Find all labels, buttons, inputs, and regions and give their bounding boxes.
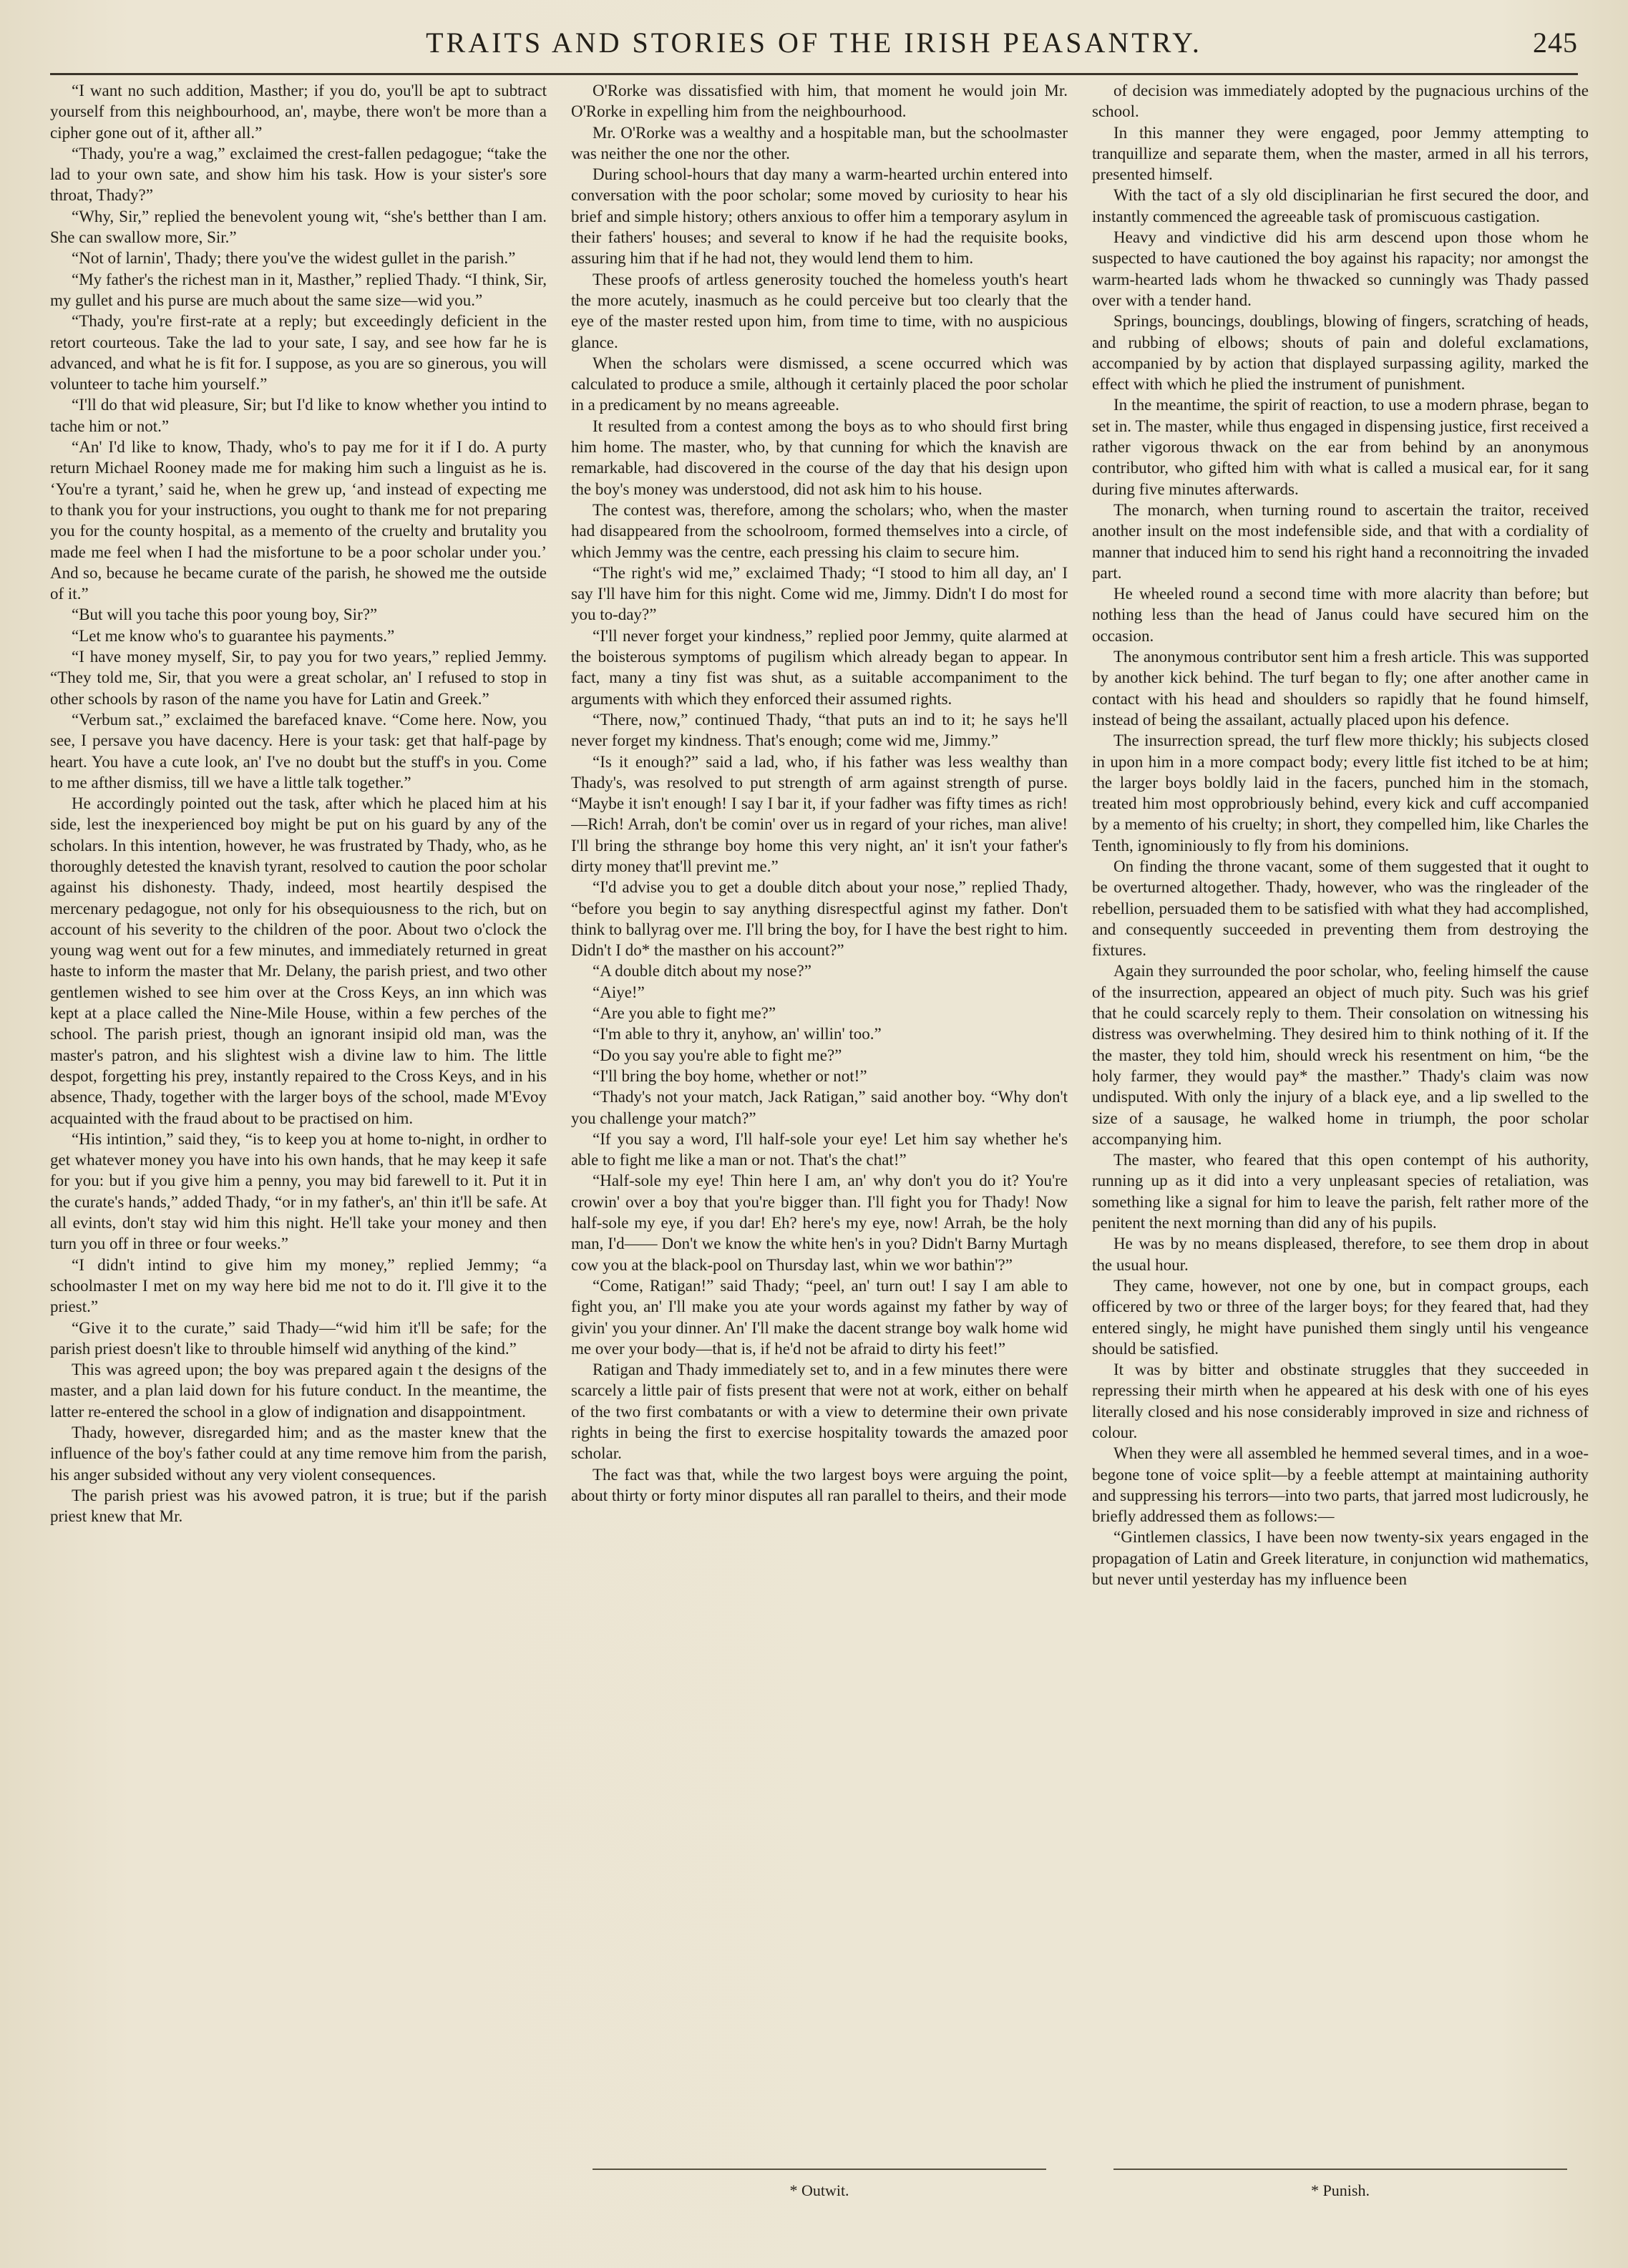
- page-number: 245: [1533, 26, 1578, 59]
- paragraph: “Let me know who's to guarantee his payments.”: [72, 626, 395, 645]
- paragraph: Mr. O'Rorke was a wealthy and a hospitable man, but the schoolmaster was neither the one nor the other.: [571, 123, 1068, 162]
- paragraph: “Gintlemen classics, I have been now twenty-six years engaged in the propagation of Latin and Greek literature, in conjunction wid mathematics, but never until yesterday has my influence been: [1092, 1528, 1589, 1589]
- paragraph: “But will you tache this poor young boy, Sir?”: [72, 605, 378, 624]
- paragraph: “Not of larnin', Thady; there you've the widest gullet in the parish.”: [72, 249, 516, 268]
- paragraph: When the scholars were dismissed, a scene occurred which was calculated to produce a smile, although it certainly placed the poor scholar in a predicament by no means agreeable.: [571, 354, 1068, 414]
- column-2: [571, 80, 1068, 2163]
- paragraph: of decision was immediately adopted by the pugnacious urchins of the school.: [1092, 82, 1589, 121]
- column-3: [1092, 80, 1589, 2163]
- paragraph: Springs, bouncings, doublings, blowing of fingers, scratching of heads, and rubbing of elbows; shouts of pain and doleful exclamations, accompanied by by action that displayed surpassing agility, marked the effect with which he plied the instrument of punishment.: [1092, 312, 1589, 394]
- paragraph: “A double ditch about my nose?”: [593, 962, 811, 980]
- paragraph: “I have money myself, Sir, to pay you for two years,” replied Jemmy. “They told me, Sir, that you were a great scholar, an' I refused to stop in other schools by rason of the name you have for Latin and Greek.”: [50, 648, 547, 708]
- paragraph: “The right's wid me,” exclaimed Thady; “I stood to him all day, an' I say I'll have him for this night. Come wid me, Jimmy. Didn't I do most for you to-day?”: [571, 563, 1068, 624]
- paragraph: “An' I'd like to know, Thady, who's to pay me for it if I do. A purty return Michael Rooney made me for making him such a linguist as he is. ‘You're a tyrant,’ said he, when he grew up, ‘and instead of expecting me to thank you for your instructions, you ought to thank me for not preparing you for the county hospital, as a memento of the cruelty and brutality you made me feel when I had the misfortune to be a poor scholar under you.’ And so, because he became curate of the parish, he showed me the outside of it.”: [50, 438, 547, 603]
- paragraph: He accordingly pointed out the task, after which he placed him at his side, lest the inexperienced boy might be put on his guard by any of the scholars. In this intention, however, he was frustrated by Thady, who, as he thoroughly detested the knavish tyrant, resolved to caution the poor scholar against his dishonesty. Thady, indeed, most heartily despised the mercenary pedagogue, not only for his obsequiousness to the rich, but on account of his severity to the children of the poor. About two o'clock the young wag went out for a few minutes, and immediately returned in great haste to inform the master that Mr. Delany, the parish priest, and two other gentlemen wished to see him over at the Cross Keys, an inn which was kept at a place called the Nine-Mile House, within a few perches of the school. The parish priest, though an ignorant insipid old man, was the master's patron, and his slightest wish a divine law to him. The little despot, forgetting his prey, instantly repaired to the Cross Keys, and in his absence, Thady, together with the larger boys of the school, made M'Evoy acquainted with the fraud about to be practised on him.: [50, 794, 547, 1127]
- paragraph: In the meantime, the spirit of reaction, to use a modern phrase, began to set in. The master, while thus engaged in dispensing justice, first received a rather vigorous thwack on the ear from behind by an anonymous contributor, who gifted him with what is called a musical ear, for it sang during five minutes afterwards.: [1092, 396, 1589, 498]
- paragraph: The monarch, when turning round to ascertain the traitor, received another insult on the most indefensible side, and that with a cordiality of manner that induced him to send his right hand a reconnoitring the invaded part.: [1092, 500, 1589, 582]
- paragraph: The anonymous contributor sent him a fresh article. This was supported by another kick behind. The turf began to fly; one after another came in contact with his head and shoulders so rapidly that he found himself, instead of being the assailant, actually placed upon his defence.: [1092, 648, 1589, 729]
- column-1: [50, 80, 547, 2163]
- paragraph: This was agreed upon; the boy was prepared again t the designs of the master, and a plan laid down for his future conduct. In the meantime, the latter re-entered the school in a glow of indignation and disappointment.: [50, 1361, 547, 1421]
- footnote-column-1: [50, 2169, 547, 2219]
- paragraph: Heavy and vindictive did his arm descend upon those whom he suspected to have cautioned the boy against his rapacity; nor amongst the warm-hearted lads whom he thwacked so cunningly was Thady passed over with a tender hand.: [1092, 228, 1589, 309]
- paragraph: “Thady, you're first-rate at a reply; but exceedingly deficient in the retort courteous. Take the lad to your sate, I say, and see how far he is advanced, and what he is fit for. I suppose, as you are so ginerous, you will volunteer to tache him yourself.”: [50, 312, 547, 394]
- paragraph: “Thady, you're a wag,” exclaimed the crest-fallen pedagogue; “take the lad to your own sate, and show him his task. How is your sister's sore throat, Thady?”: [50, 144, 547, 205]
- footnote-outwit: * Outwit.: [571, 2169, 1068, 2219]
- paragraph: “If you say a word, I'll half-sole your eye! Let him say whether he's able to fight me like a man or not. That's the chat!”: [571, 1129, 1068, 1169]
- paragraph: “Do you say you're able to fight me?”: [593, 1046, 842, 1064]
- paragraph: It resulted from a contest among the boys as to who should first bring him home. The master, who, by that cunning for which the knavish are remarkable, had discovered in the course of the day that his design upon the boy's money was understood, did not ask him to his house.: [571, 417, 1068, 498]
- paragraph: When they were all assembled he hemmed several times, and in a woe-begone tone of voice split—by a feeble attempt at maintaining authority and suppressing his terrors—into two parts, that jarred most ludicrously, he briefly addressed them as follows:—: [1092, 1444, 1589, 1526]
- paragraph: The master, who feared that this open contempt of his authority, running up as it did into a very unpleasant species of retaliation, was something like a signal for him to leave the parish, felt rather more of the penitent the next morning than did any of his pupils.: [1092, 1151, 1589, 1232]
- paragraph: “Half-sole my eye! Thin here I am, an' why don't you do it? You're crowin' over a boy that you're bigger than. I'll fight you for Thady! Now half-sole my eye, if you dar! Eh? here's my eye, now! Arrah, be the holy man, I'd—— Don't we know the white hen's in you? Didn't Barny Murtagh cow you at the black-pool on Thursday last, whin we wor bathin'?”: [571, 1172, 1068, 1274]
- paragraph: “I'll do that wid pleasure, Sir; but I'd like to know whether you intind to tache him or not.”: [50, 396, 547, 435]
- paragraph: O'Rorke was dissatisfied with him, that moment he would join Mr. O'Rorke in expelling him from the neighbourhood.: [571, 82, 1068, 121]
- paragraph: It was by bitter and obstinate struggles that they succeeded in repressing their mirth when he appeared at his desk with one of his eyes literally closed and his nose considerably improved in size and richness of colour.: [1092, 1361, 1589, 1441]
- paragraph: He was by no means displeased, therefore, to see them drop in about the usual hour.: [1092, 1235, 1589, 1274]
- paragraph: “Is it enough?” said a lad, who, if his father was less wealthy than Thady's, was resolved to put strength of arm against strength of purse. “Maybe it isn't enough! I say I bar it, if your fadher was fifty times as rich!—Rich! Arrah, don't be comin' over us in regard of your riches, man alive! I'll bring the sthrange boy home this very night, an' it isn't your father's dirty money that'll prevint me.”: [571, 752, 1068, 875]
- paragraph: The parish priest was his avowed patron, it is true; but if the parish priest knew that Mr.: [50, 1486, 547, 1526]
- paragraph: “Thady's not your match, Jack Ratigan,” said another boy. “Why don't you challenge your match?”: [571, 1088, 1068, 1127]
- running-title: TRAITS AND STORIES OF THE IRISH PEASANTRY.: [426, 26, 1202, 59]
- paragraph: “I didn't intind to give him my money,” replied Jemmy; “a schoolmaster I met on my way here bid me not to do it. I'll give it to the priest.”: [50, 1255, 547, 1316]
- paragraph: “There, now,” continued Thady, “that puts an ind to it; he says he'll never forget my kindness. That's enough; come wid me, Jimmy.”: [571, 710, 1068, 750]
- paragraph: Ratigan and Thady immediately set to, and in a few minutes there were scarcely a little pair of fists present that were not at work, either on behalf of the two first combatants or with a view to determine their own private rights in being the first to exercise hospitality towards the amazed poor scholar.: [571, 1361, 1068, 1463]
- paragraph: “His intintion,” said they, “is to keep you at home to-night, in ordher to get whatever money you have into his own hands, that he may keep it safe for you: but if you give him a penny, you may bid farewell to it. Put it in the curate's hands,” added Thady, “or in my father's, an' thin it'll be safe. At all evints, don't stay wid him this night. He'll take your money and then turn you off in three or four weeks.”: [50, 1129, 547, 1253]
- paragraph: “Verbum sat.,” exclaimed the barefaced knave. “Come here. Now, you see, I persave you have dacency. Here is your task: get that half-page by heart. You have a cute look, an' I've no doubt but the stuff's in you. Come to me afther dismiss, till we have a little talk together.”: [50, 710, 547, 792]
- paragraph: “I'm able to thry it, anyhow, an' willin' too.”: [593, 1025, 882, 1043]
- paragraph: These proofs of artless generosity touched the homeless youth's heart the more acutely, inasmuch as he could perceive but too clearly that the eye of the master rested upon him, from time to time, with no auspicious glance.: [571, 270, 1068, 351]
- paragraph: “Come, Ratigan!” said Thady; “peel, an' turn out! I say I am able to fight you, an' I'll make you ate your words against my father by way of givin' you your dinner. An' I'll make the dacent strange boy walk home wid me over your body—that is, if he'd not be afraid to dirty his feet!”: [571, 1276, 1068, 1358]
- paragraph: Again they surrounded the poor scholar, who, feeling himself the cause of the insurrection, appeared an object of much pity. Such was his grief that he could scarcely reply to them. Their consolation on witnessing his distress was overwhelming. They desired him to think nothing of it. If the the master, they told him, should wreck his resentment on him, “be the holy farmer, they would pay* the masther.” Thady's claim was now undisputed. With only the injury of a black eye, and a lip swelled to the size of a sausage, he walked home in triumph, the poor scholar accompanying him.: [1092, 962, 1589, 1148]
- paragraph: “I'll never forget your kindness,” replied poor Jemmy, quite alarmed at the boisterous symptoms of pugilism which already began to appear. In fact, many a tiny fist was shut, as a suitable accompaniment to the arguments with which they enforced their assumed rights.: [571, 626, 1068, 708]
- paragraph: He wheeled round a second time with more alacrity than before; but nothing less than the head of Janus could have secured him on the occasion.: [1092, 585, 1589, 645]
- paragraph: “I'll bring the boy home, whether or not!”: [593, 1066, 867, 1085]
- text-columns: [50, 80, 1589, 2163]
- footnotes: [50, 2169, 1589, 2219]
- paragraph: On finding the throne vacant, some of them suggested that it ought to be overturned altogether. Thady, however, who was the ringleader of the rebellion, persuaded them to be satisfied with what they had accomplished, and consequently succeeded in preventing them from destroying the fixtures.: [1092, 857, 1589, 960]
- paragraph: The contest was, therefore, among the scholars; who, when the master had disappeared from the schoolroom, formed themselves into a circle, of which Jemmy was the centre, each pressing his claim to secure him.: [571, 500, 1068, 561]
- paragraph: Thady, however, disregarded him; and as the master knew that the influence of the boy's father could at any time remove him from the parish, his anger subsided without any very violent consequences.: [50, 1423, 547, 1484]
- paragraph: With the tact of a sly old disciplinarian he first secured the door, and instantly commenced the agreeable task of promiscuous castigation.: [1092, 186, 1589, 225]
- page-header: [50, 21, 1578, 75]
- paragraph: “I'd advise you to get a double ditch about your nose,” replied Thady, “before you begin to say anything disrespectful aginst my father. Don't think to ballyrag over me. I'll bring the boy, for I have the best right to him. Didn't I do* the masther on his account?”: [571, 878, 1068, 960]
- footnote-punish: * Punish.: [1092, 2169, 1589, 2219]
- paragraph: During school-hours that day many a warm-hearted urchin entered into conversation with the poor scholar; some moved by curiosity to hear his brief and simple history; others anxious to offer him a temporary asylum in their fathers' houses; and several to know if he had the requisite books, assuring him that if he had not, they would lend them to him.: [571, 165, 1068, 268]
- paragraph: “Give it to the curate,” said Thady—“wid him it'll be safe; for the parish priest doesn't like to throuble himself wid anything of the kind.”: [50, 1318, 547, 1358]
- paragraph: “My father's the richest man in it, Masther,” replied Thady. “I think, Sir, my gullet and his purse are much about the same size—wid you.”: [50, 270, 547, 309]
- paragraph: In this manner they were engaged, poor Jemmy attempting to tranquillize and separate them, when the master, armed in all his terrors, presented himself.: [1092, 123, 1589, 184]
- paragraph: “Are you able to fight me?”: [593, 1004, 776, 1023]
- paragraph: They came, however, not one by one, but in compact groups, each officered by two or three of the larger boys; for they feared that, had they entered singly, he might have punished them singly until his vengeance should be satisfied.: [1092, 1276, 1589, 1358]
- paragraph: “I want no such addition, Masther; if you do, you'll be apt to subtract yourself from this neighbourhood, an', maybe, there won't be more than a cipher gone out of it, afther all.”: [50, 82, 547, 142]
- paragraph: “Why, Sir,” replied the benevolent young wit, “she's betther than I am. She can swallow more, Sir.”: [50, 207, 547, 247]
- paragraph: The fact was that, while the two largest boys were arguing the point, about thirty or forty minor disputes all ran parallel to theirs, and their mode: [571, 1465, 1068, 1504]
- paragraph: “Aiye!”: [593, 983, 645, 1001]
- paragraph: The insurrection spread, the turf flew more thickly; his subjects closed in upon him in a more compact body; every little fist itched to be at him; the larger boys boldly laid in the facers, punched him in the stomach, treated him most opprobriously behind, every kick and cuff accompanied by a memento of his cruelty; in short, they compelled him, like Charles the Tenth, ignominiously to fly from his dominions.: [1092, 731, 1589, 855]
